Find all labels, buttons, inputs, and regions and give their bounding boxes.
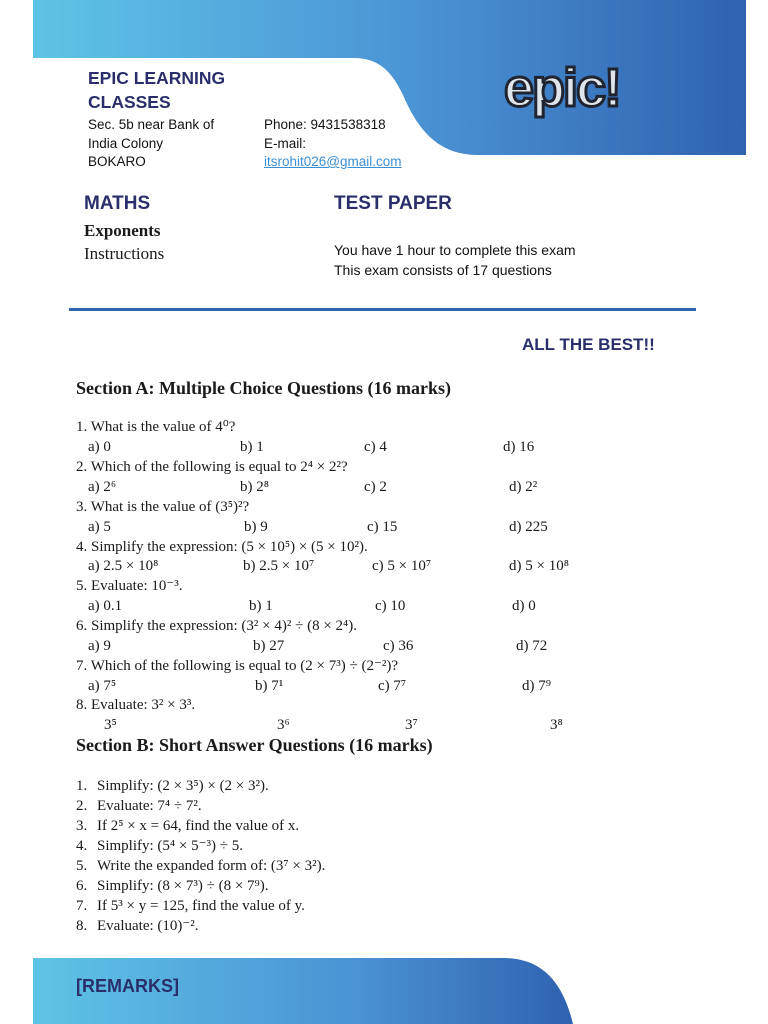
option: 3⁶ [277,717,290,733]
option: 3⁵ [104,717,117,733]
email-link[interactable]: itsrohit026@gmail.com [264,154,402,169]
question: 5. Evaluate: 10⁻³. [76,578,183,594]
question: 7. Which of the following is equal to (2 × 7³) ÷ (2⁻²)? [76,658,399,674]
org-name-line2: CLASSES [88,92,171,112]
option: b) 2.5 × 10⁷ [243,558,315,574]
address-line: Sec. 5b near Bank of [88,117,215,132]
option: b) 27 [253,638,285,654]
option: d) 16 [503,439,535,455]
question: 1. What is the value of 4⁰? [76,419,236,435]
option: a) 5 [88,519,111,535]
item-text: Simplify: (5⁴ × 5⁻³) ÷ 5. [97,838,244,854]
address [88,116,214,172]
topic: Exponents [84,221,161,240]
option: a) 0 [88,439,111,455]
list-item [76,817,299,836]
item-number: 6. [76,878,88,894]
item-text: Simplify: (8 × 7³) ÷ (8 × 7⁹). [97,878,269,894]
item-number: 8. [76,918,88,934]
option: d) 7⁹ [522,678,551,694]
option: a) 0.1 [88,598,123,614]
list-item [76,777,269,796]
item-text: Evaluate: 7⁴ ÷ 7². [97,798,202,814]
option: c) 15 [367,519,398,535]
address-line: India Colony [88,135,164,151]
org-name-line1: EPIC LEARNING [88,68,226,88]
option: c) 36 [383,638,414,654]
contact-info [264,116,402,172]
divider [69,308,696,311]
remarks-label: [REMARKS] [76,976,179,996]
list-item [76,917,199,936]
item-number: 3. [76,818,88,834]
question: 4. Simplify the expression: (5 × 10⁵) × (5 × 10²). [76,539,368,555]
option: b) 2⁸ [240,479,269,495]
section-a-title: Section A: Multiple Choice Questions (16 marks) [76,378,451,398]
option: b) 1 [249,598,273,614]
option: c) 5 × 10⁷ [372,558,432,574]
instructions [334,240,576,280]
list-item [76,877,269,896]
item-text: Write the expanded form of: (3⁷ × 3²). [97,858,326,874]
question: 3. What is the value of (3⁵)²? [76,499,250,515]
question: 2. Which of the following is equal to 2⁴ × 2²? [76,459,348,475]
option: 3⁷ [405,717,418,733]
option: a) 7⁵ [88,678,117,694]
phone: Phone: 9431538318 [264,117,386,132]
item-text: Simplify: (2 × 3⁵) × (2 × 3²). [97,778,269,794]
instruction-line: You have 1 hour to complete this exam [334,242,576,258]
question: 8. Evaluate: 3² × 3³. [76,697,196,713]
option: d) 5 × 10⁸ [509,558,569,574]
org-name [88,66,225,114]
question: 6. Simplify the expression: (3² × 4)² ÷ (8 × 2⁴). [76,618,358,634]
list-item [76,837,243,856]
item-number: 5. [76,858,88,874]
option: b) 9 [244,519,268,535]
option: a) 9 [88,638,111,654]
option: 3⁸ [550,717,563,733]
section-b-title: Section B: Short Answer Questions (16 marks) [76,735,433,755]
option: c) 7⁷ [378,678,407,694]
item-text: If 5³ × y = 125, find the value of y. [97,898,305,914]
option: c) 2 [364,479,387,495]
greeting: ALL THE BEST!! [522,335,655,354]
option: b) 1 [240,439,264,455]
item-number: 7. [76,898,88,914]
option: d) 225 [509,519,548,535]
instructions-label: Instructions [84,244,165,263]
option: d) 0 [512,598,536,614]
paper-type-title: TEST PAPER [334,193,452,214]
item-text: If 2⁵ × x = 64, find the value of x. [97,818,300,834]
option: a) 2.5 × 10⁸ [88,558,159,574]
option: b) 7¹ [255,678,284,694]
list-item [76,897,305,916]
address-line: BOKARO [88,154,146,169]
option: a) 2⁶ [88,479,117,495]
email-label: E-mail: [264,135,307,151]
item-text: Evaluate: (10)⁻². [97,918,199,934]
subject-title: MATHS [84,193,151,214]
epic-logo [500,54,645,120]
item-number: 2. [76,798,88,814]
list-item [76,857,325,876]
item-number: 4. [76,838,88,854]
list-item [76,797,202,816]
option: d) 2² [509,479,538,495]
option: c) 4 [364,439,387,455]
instruction-line: This exam consists of 17 questions [334,262,552,278]
item-number: 1. [76,778,88,794]
option: c) 10 [375,598,406,614]
logo-text: epic! [504,58,621,118]
option: d) 72 [516,638,548,654]
